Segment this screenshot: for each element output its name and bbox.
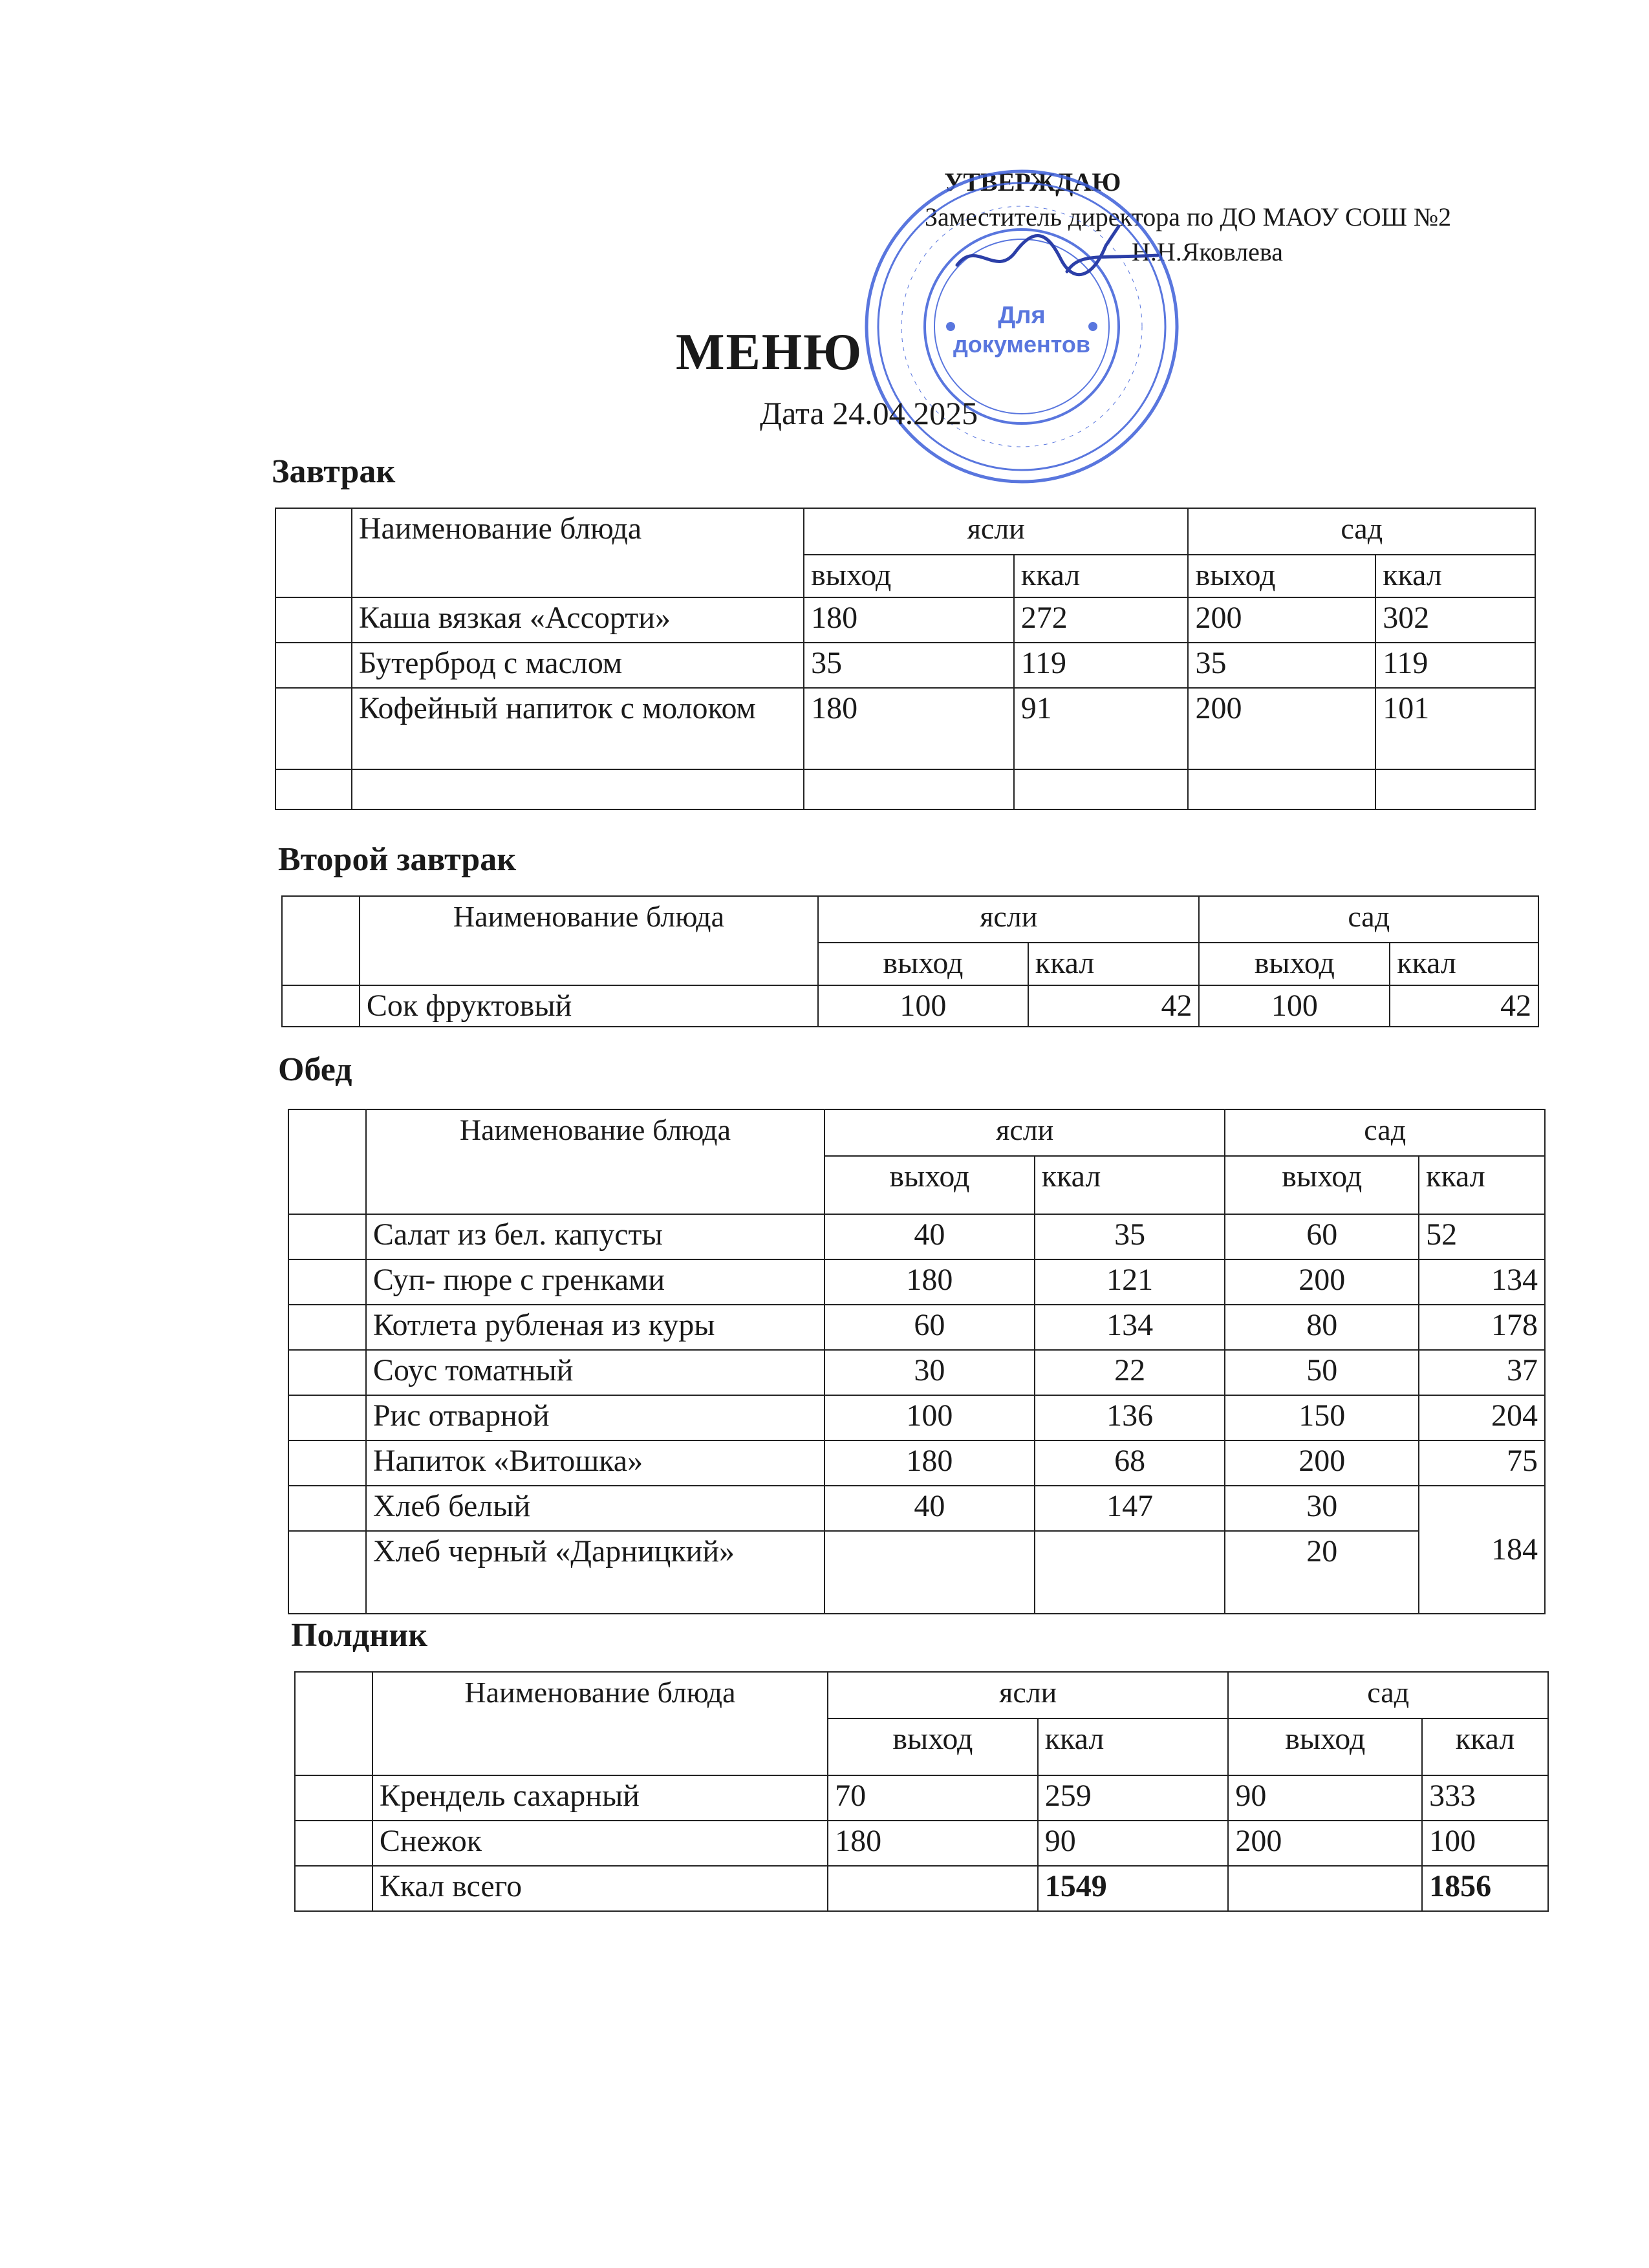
dish-name: Суп- пюре с гренками xyxy=(366,1259,824,1305)
garden-kcal: 119 xyxy=(1375,643,1535,688)
nursery-output: 180 xyxy=(804,688,1014,769)
snack-table xyxy=(294,1671,1549,1912)
garden-kcal: 52 xyxy=(1419,1214,1545,1259)
table-row xyxy=(288,1486,1545,1531)
total-nursery-kcal: 1549 xyxy=(1038,1866,1229,1911)
nursery-output-header: выход xyxy=(818,943,1028,985)
table-row xyxy=(288,1395,1545,1440)
round-stamp-icon xyxy=(860,165,1183,488)
approval-title: УТВЕРЖДАЮ xyxy=(944,167,1121,197)
dish-name: Соус томатный xyxy=(366,1350,824,1395)
garden-output-header: выход xyxy=(1225,1156,1419,1214)
table-row xyxy=(282,985,1538,1027)
nursery-header: ясли xyxy=(824,1109,1225,1156)
dish-name: Крендель сахарный xyxy=(372,1775,828,1821)
nursery-kcal-header: ккал xyxy=(1014,555,1189,597)
nursery-kcal-header: ккал xyxy=(1035,1156,1225,1214)
garden-kcal: 204 xyxy=(1419,1395,1545,1440)
garden-header: сад xyxy=(1199,896,1538,943)
section-title-second-breakfast: Второй завтрак xyxy=(278,841,517,878)
table-row xyxy=(295,1821,1548,1866)
garden-kcal: 37 xyxy=(1419,1350,1545,1395)
nursery-kcal-header: ккал xyxy=(1028,943,1200,985)
garden-output: 80 xyxy=(1225,1305,1419,1350)
total-row xyxy=(295,1866,1548,1911)
nursery-output-header: выход xyxy=(824,1156,1035,1214)
garden-kcal-header: ккал xyxy=(1375,555,1535,597)
dish-name: Бутерброд с маслом xyxy=(352,643,804,688)
table-row xyxy=(275,643,1535,688)
garden-output: 60 xyxy=(1225,1214,1419,1259)
total-label: Ккал всего xyxy=(372,1866,828,1911)
garden-output: 50 xyxy=(1225,1350,1419,1395)
garden-kcal: 184 xyxy=(1419,1486,1545,1614)
nursery-header: ясли xyxy=(828,1672,1228,1718)
section-title-snack: Полдник xyxy=(291,1617,428,1654)
nursery-kcal: 134 xyxy=(1035,1305,1225,1350)
nursery-output: 30 xyxy=(824,1350,1035,1395)
index-header-cell xyxy=(275,508,352,597)
dish-name: Снежок xyxy=(372,1821,828,1866)
nursery-kcal: 68 xyxy=(1035,1440,1225,1486)
garden-kcal: 302 xyxy=(1375,597,1535,643)
nursery-output-header: выход xyxy=(828,1718,1038,1775)
garden-output: 200 xyxy=(1225,1259,1419,1305)
nursery-output: 100 xyxy=(824,1395,1035,1440)
nursery-output: 180 xyxy=(828,1821,1038,1866)
dish-name: Сок фруктовый xyxy=(360,985,818,1027)
nursery-kcal xyxy=(1035,1531,1225,1614)
dish-name-header: Наименование блюда xyxy=(360,896,818,985)
dish-name: Каша вязкая «Ассорти» xyxy=(352,597,804,643)
nursery-kcal: 91 xyxy=(1014,688,1189,769)
garden-output: 35 xyxy=(1188,643,1375,688)
dish-name-header: Наименование блюда xyxy=(372,1672,828,1775)
garden-output: 100 xyxy=(1199,985,1390,1027)
table-row xyxy=(288,1440,1545,1486)
nursery-kcal: 259 xyxy=(1038,1775,1229,1821)
table-row xyxy=(288,1214,1545,1259)
table-row-empty xyxy=(275,769,1535,809)
dish-name: Салат из бел. капусты xyxy=(366,1214,824,1259)
garden-kcal: 42 xyxy=(1390,985,1538,1027)
garden-output-header: выход xyxy=(1199,943,1390,985)
garden-output: 90 xyxy=(1228,1775,1422,1821)
garden-kcal: 100 xyxy=(1422,1821,1548,1866)
garden-kcal: 101 xyxy=(1375,688,1535,769)
table-row xyxy=(288,1259,1545,1305)
nursery-kcal: 35 xyxy=(1035,1214,1225,1259)
nursery-kcal: 90 xyxy=(1038,1821,1229,1866)
nursery-output: 180 xyxy=(824,1259,1035,1305)
garden-kcal-header: ккал xyxy=(1419,1156,1545,1214)
garden-kcal-header: ккал xyxy=(1390,943,1538,985)
nursery-output-header: выход xyxy=(804,555,1014,597)
dish-name: Кофейный напиток с молоком xyxy=(352,688,804,769)
garden-kcal: 178 xyxy=(1419,1305,1545,1350)
nursery-output: 40 xyxy=(824,1486,1035,1531)
nursery-kcal: 136 xyxy=(1035,1395,1225,1440)
page-title: МЕНЮ xyxy=(676,324,863,381)
garden-header: сад xyxy=(1228,1672,1548,1718)
nursery-kcal: 147 xyxy=(1035,1486,1225,1531)
lunch-table xyxy=(288,1109,1546,1614)
nursery-header: ясли xyxy=(804,508,1188,555)
table-row xyxy=(288,1305,1545,1350)
table-row xyxy=(275,597,1535,643)
nursery-kcal: 119 xyxy=(1014,643,1189,688)
garden-kcal: 134 xyxy=(1419,1259,1545,1305)
second-breakfast-table xyxy=(281,895,1539,1027)
dish-name: Хлеб белый xyxy=(366,1486,824,1531)
garden-kcal: 333 xyxy=(1422,1775,1548,1821)
garden-output: 200 xyxy=(1225,1440,1419,1486)
garden-output: 30 xyxy=(1225,1486,1419,1531)
nursery-kcal-header: ккал xyxy=(1038,1718,1229,1775)
garden-output: 20 xyxy=(1225,1531,1419,1614)
nursery-output: 40 xyxy=(824,1214,1035,1259)
garden-output-header: выход xyxy=(1228,1718,1422,1775)
garden-header: сад xyxy=(1225,1109,1545,1156)
nursery-output: 180 xyxy=(824,1440,1035,1486)
dish-name: Напиток «Витошка» xyxy=(366,1440,824,1486)
dish-name: Рис отварной xyxy=(366,1395,824,1440)
approval-position: Заместитель директора по ДО МАОУ СОШ №2 xyxy=(925,202,1452,231)
table-row xyxy=(288,1531,1545,1614)
nursery-output xyxy=(824,1531,1035,1614)
garden-kcal-header: ккал xyxy=(1422,1718,1548,1775)
section-title-breakfast: Завтрак xyxy=(272,453,396,490)
dish-name: Котлета рубленая из куры xyxy=(366,1305,824,1350)
dish-name: Хлеб черный «Дарницкий» xyxy=(366,1531,824,1614)
garden-output: 150 xyxy=(1225,1395,1419,1440)
menu-date: Дата 24.04.2025 xyxy=(760,395,978,431)
garden-output-header: выход xyxy=(1188,555,1375,597)
stamp-text-line2: документов xyxy=(953,331,1091,358)
breakfast-table xyxy=(275,508,1536,810)
dish-name-header: Наименование блюда xyxy=(366,1109,824,1214)
table-row xyxy=(275,688,1535,769)
stamp-text-line1: Для xyxy=(998,302,1046,329)
nursery-header: ясли xyxy=(818,896,1199,943)
signature-icon xyxy=(951,220,1164,297)
nursery-output: 35 xyxy=(804,643,1014,688)
garden-output: 200 xyxy=(1228,1821,1422,1866)
nursery-output: 60 xyxy=(824,1305,1035,1350)
dish-name-header: Наименование блюда xyxy=(352,508,804,597)
nursery-kcal: 42 xyxy=(1028,985,1200,1027)
nursery-kcal: 272 xyxy=(1014,597,1189,643)
nursery-output: 180 xyxy=(804,597,1014,643)
nursery-kcal: 121 xyxy=(1035,1259,1225,1305)
garden-output: 200 xyxy=(1188,597,1375,643)
nursery-kcal: 22 xyxy=(1035,1350,1225,1395)
section-title-lunch: Обед xyxy=(278,1051,352,1088)
total-garden-kcal: 1856 xyxy=(1422,1866,1548,1911)
table-row xyxy=(288,1350,1545,1395)
table-row xyxy=(295,1775,1548,1821)
garden-kcal: 75 xyxy=(1419,1440,1545,1486)
garden-header: сад xyxy=(1188,508,1535,555)
garden-output: 200 xyxy=(1188,688,1375,769)
nursery-output: 100 xyxy=(818,985,1028,1027)
approval-name: Н.Н.Яковлева xyxy=(1132,237,1284,266)
nursery-output: 70 xyxy=(828,1775,1038,1821)
